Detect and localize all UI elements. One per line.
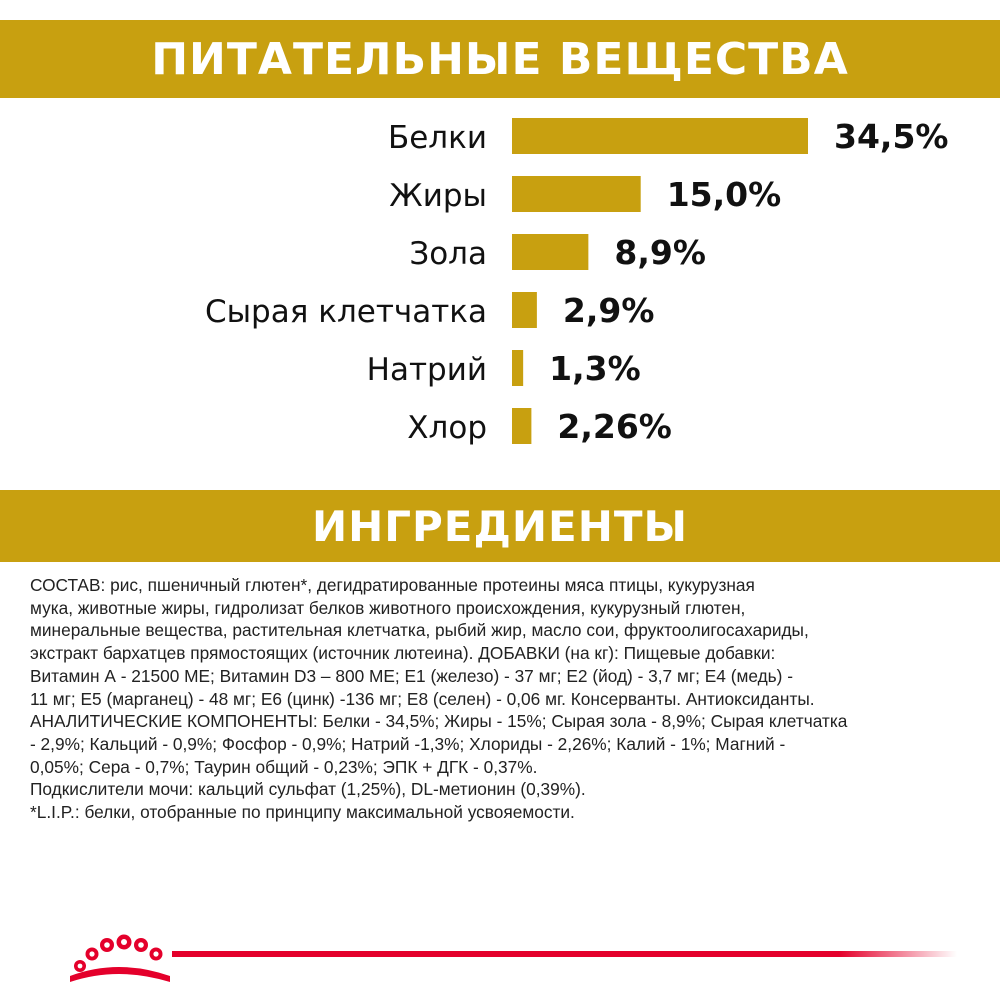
value-label: 2,26% xyxy=(557,407,672,446)
ingredients-line: Подкислители мочи: кальций сульфат (1,25%), DL-метионин (0,39%). xyxy=(30,779,586,800)
category-label: Натрий xyxy=(366,352,487,388)
nutrients-title: ПИТАТЕЛЬНЫЕ ВЕЩЕСТВА xyxy=(151,33,849,85)
value-label: 2,9% xyxy=(562,291,655,330)
bar xyxy=(512,118,808,154)
value-label: 34,5% xyxy=(834,117,949,156)
bar xyxy=(512,408,531,444)
bar xyxy=(512,292,537,328)
category-label: Белки xyxy=(387,120,487,156)
royal-crown-icon xyxy=(58,918,178,988)
bar xyxy=(512,350,523,386)
category-label: Сырая клетчатка xyxy=(204,294,487,330)
nutrients-bar-chart xyxy=(0,100,1000,480)
value-label: 1,3% xyxy=(549,349,641,388)
ingredients-line: АНАЛИТИЧЕСКИЕ КОМПОНЕНТЫ: Белки - 34,5%; Жиры - 15%; Сырая зола - 8,9%; Сырая клетчатка xyxy=(30,711,848,732)
ingredients-text xyxy=(30,574,990,824)
ingredients-title: ИНГРЕДИЕНТЫ xyxy=(311,501,689,551)
ingredients-line: СОСТАВ: рис, пшеничный глютен*, дегидратированные протеины мяса птицы, кукурузная xyxy=(30,575,755,595)
category-label: Хлор xyxy=(407,410,487,446)
ingredients-line: 0,05%; Сера - 0,7%; Таурин общий - 0,23%; ЭПК + ДГК - 0,37%. xyxy=(30,756,538,777)
nutrients-banner xyxy=(0,20,1000,98)
ingredients-line: экстракт бархатцев прямостоящих (источник лютеина). ДОБАВКИ (на кг): Пищевые добавки: xyxy=(30,643,776,664)
ingredients-banner xyxy=(0,490,1000,562)
ingredients-line: - 2,9%; Кальций - 0,9%; Фосфор - 0,9%; Натрий -1,3%; Хлориды - 2,26%; Калий - 1%; Магний - xyxy=(30,733,786,754)
footer-red-line xyxy=(172,951,957,957)
bar xyxy=(512,234,588,270)
ingredients-line: *L.I.P.: белки, отобранные по принципу максимальной усвояемости. xyxy=(30,802,575,823)
category-label: Жиры xyxy=(389,178,487,214)
ingredients-line: 11 мг; E5 (марганец) - 48 мг; E6 (цинк) -136 мг; E8 (селен) - 0,06 мг. Консерванты. Антиоксиданты. xyxy=(30,688,815,709)
ingredients-line: мука, животные жиры, гидролизат белков животного происхождения, кукурузный глютен, xyxy=(30,597,746,618)
value-label: 15,0% xyxy=(666,175,782,214)
ingredients-line: Витамин А - 21500 МЕ; Витамин D3 – 800 МЕ; E1 (железо) - 37 мг; E2 (йод) - 3,7 мг; E4 (медь) - xyxy=(30,665,793,686)
value-label: 8,9% xyxy=(614,233,706,272)
ingredients-line: минеральные вещества, растительная клетчатка, рыбий жир, масло сои, фруктоолигосахариды, xyxy=(30,620,809,641)
category-label: Зола xyxy=(409,236,487,272)
bar xyxy=(512,176,641,212)
